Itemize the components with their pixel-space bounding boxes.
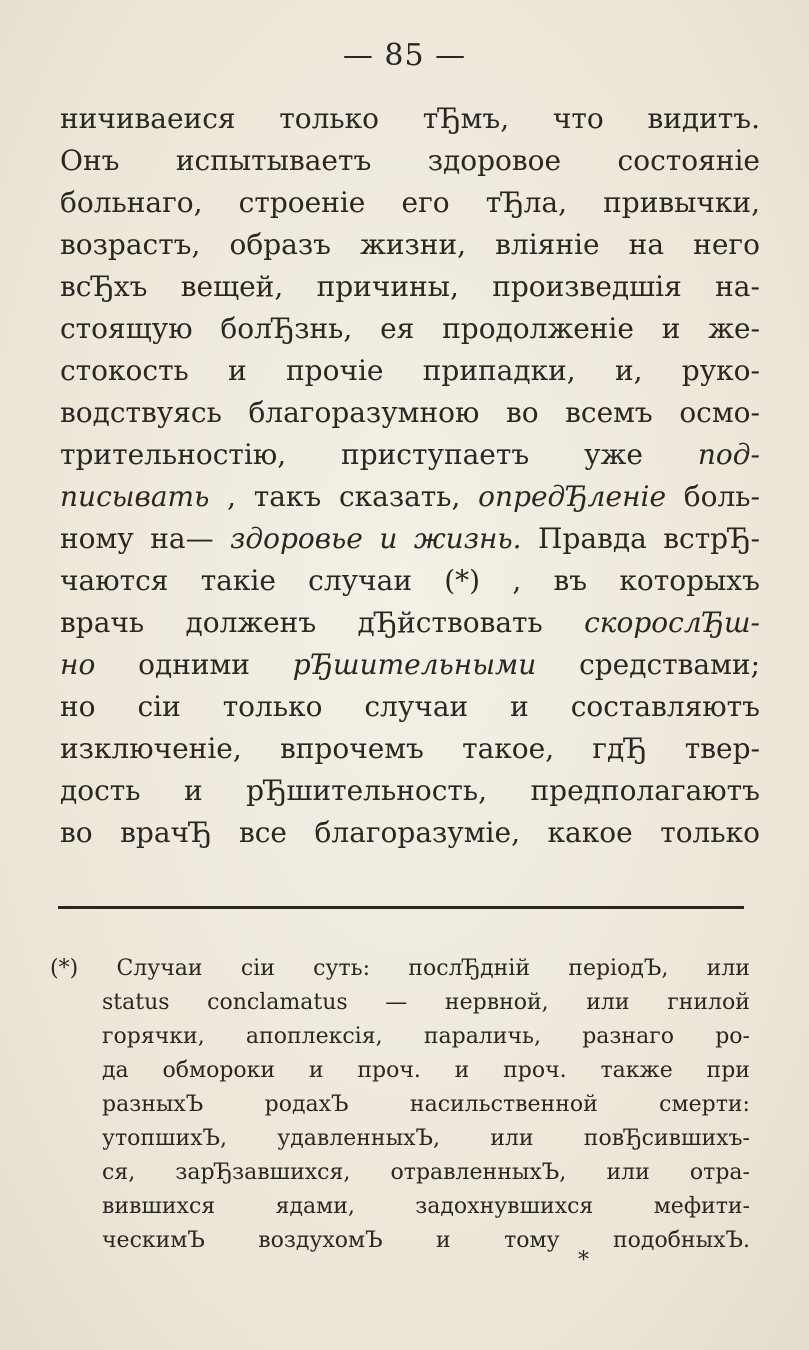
word: въ [553, 564, 588, 597]
word: болЂзнь, [220, 312, 353, 345]
word: во [60, 816, 93, 849]
word: трительностiю, [60, 438, 287, 471]
word: рЂшительность, [246, 774, 488, 807]
footnote [50, 952, 750, 1258]
word: же- [708, 312, 760, 345]
word: осмо- [679, 396, 760, 429]
word: обмороки [162, 1058, 276, 1083]
word: строенiе [238, 186, 366, 219]
word: при [706, 1058, 750, 1083]
footnote-line [50, 952, 750, 986]
word: — [385, 990, 408, 1015]
word: под- [697, 438, 760, 471]
word: всЂхъ [60, 270, 148, 303]
word: но [60, 690, 96, 723]
word: но [60, 648, 96, 681]
word: здоровье [230, 522, 363, 555]
word: всемъ [565, 396, 653, 429]
word: и, [614, 354, 643, 387]
word: благоразумiе, [314, 816, 520, 849]
footnote-separator [58, 906, 744, 909]
word: Правда [538, 522, 647, 555]
word: и [379, 522, 398, 555]
word: прочiе [286, 354, 384, 387]
word: Онъ [60, 144, 120, 177]
footnote-line [50, 1122, 750, 1156]
word: такъ [253, 480, 322, 513]
word: возрастъ, [60, 228, 201, 261]
word: и [308, 1058, 324, 1083]
text-line [60, 350, 760, 392]
page-number: — 85 — [342, 38, 467, 73]
word: скорослЂш- [584, 606, 760, 639]
text-line [60, 392, 760, 434]
word: боль- [683, 480, 760, 513]
word: уже [584, 438, 643, 471]
footnote-line [50, 1088, 750, 1122]
text-line [60, 560, 760, 602]
word: status [102, 990, 170, 1015]
word: и [183, 774, 203, 807]
text-line [60, 602, 760, 644]
word: что [552, 102, 604, 135]
word: родахЪ [264, 1092, 349, 1117]
word: вившихся [102, 1194, 216, 1219]
word: жизни, [360, 228, 467, 261]
word: составляютъ [570, 690, 760, 723]
text-line [60, 686, 760, 728]
word: разнаго [582, 1024, 674, 1049]
word: насильственной [409, 1092, 598, 1117]
word: чаются [60, 564, 169, 597]
footnote-line [50, 1054, 750, 1088]
word: (*) [444, 564, 481, 597]
word: только [279, 102, 380, 135]
word: на [628, 228, 665, 261]
main-text [60, 98, 760, 854]
word: которыхъ [619, 564, 760, 597]
word: привычки, [603, 186, 760, 219]
word: задохнувшихся [415, 1194, 594, 1219]
word: больнаго, [60, 186, 203, 219]
word: и [228, 354, 247, 387]
footnote-line [50, 1020, 750, 1054]
word: стокость [60, 354, 189, 387]
word: его [401, 186, 450, 219]
word: да [102, 1058, 129, 1083]
word: , [512, 564, 522, 597]
word: только [222, 690, 323, 723]
word: врачь [60, 606, 145, 639]
word: ся, [102, 1160, 136, 1185]
word: здоровое [427, 144, 562, 177]
footnote-line [50, 1224, 750, 1258]
word: продолженiе [442, 312, 634, 345]
word: тЂла, [485, 186, 567, 219]
word: суть: [313, 956, 370, 981]
word: на— [150, 522, 214, 555]
word: него [693, 228, 760, 261]
word: ея [380, 312, 415, 345]
word: и [661, 312, 681, 345]
word: смерти: [659, 1092, 750, 1117]
word: отравленныхЪ, [390, 1160, 567, 1185]
word: состоянiе [617, 144, 760, 177]
word: влiянiе [495, 228, 600, 261]
word: образъ [229, 228, 331, 261]
word: или [586, 990, 630, 1015]
word: проч. [503, 1058, 567, 1083]
word: долженъ [185, 606, 317, 639]
word: перiодЪ, [568, 956, 669, 981]
word: или [606, 1160, 650, 1185]
word: мефити- [653, 1194, 750, 1219]
word: водствуясь [60, 396, 222, 429]
word: Случаи [116, 956, 203, 981]
word: руко- [681, 354, 760, 387]
word: встрЂ- [663, 522, 760, 555]
word: писывать [60, 480, 210, 513]
text-line [60, 434, 760, 476]
word: ческимЪ [102, 1228, 205, 1253]
text-line [60, 140, 760, 182]
word: разныхЪ [102, 1092, 204, 1117]
word: удавленныхЪ, [277, 1126, 440, 1151]
word: стоящую [60, 312, 193, 345]
word: тому [504, 1228, 560, 1253]
text-line [60, 728, 760, 770]
word: и [436, 1228, 451, 1253]
text-line [60, 644, 760, 686]
word: ядами, [275, 1194, 355, 1219]
word: , [227, 480, 236, 513]
word: и [510, 690, 529, 723]
word: жизнь. [413, 522, 522, 555]
word: повЂсившихъ- [583, 1126, 750, 1151]
word: сказать, [338, 480, 461, 513]
word: гнилой [667, 990, 750, 1015]
word: ному [60, 522, 134, 555]
word: подобныхЪ. [612, 1228, 750, 1253]
footnote-line [50, 986, 750, 1020]
word: гдЂ [592, 732, 647, 765]
word: предполагаютъ [530, 774, 760, 807]
word: воздухомЪ [258, 1228, 383, 1253]
text-line [60, 266, 760, 308]
text-line [60, 770, 760, 812]
text-line [60, 308, 760, 350]
word: приступаетъ [341, 438, 530, 471]
word: какое [547, 816, 633, 849]
word: (*) [50, 956, 79, 981]
word: испытываетъ [175, 144, 372, 177]
word: вещей, [180, 270, 284, 303]
word: дЂйствовать [357, 606, 543, 639]
word: проч. [357, 1058, 421, 1083]
word: видитъ. [647, 102, 760, 135]
word: нервной, [444, 990, 549, 1015]
word: одними [138, 648, 250, 681]
word: также [600, 1058, 673, 1083]
word: только [660, 816, 760, 849]
word: врачЂ [120, 816, 212, 849]
word: ничиваеися [60, 102, 236, 135]
word: ро- [715, 1024, 750, 1049]
word: зарЂзавшихся, [175, 1160, 351, 1185]
word: средствами; [579, 648, 760, 681]
word: апоплексiя, [245, 1024, 383, 1049]
text-line [60, 224, 760, 266]
word: дость [60, 774, 141, 807]
word: причины, [316, 270, 459, 303]
footnote-line [50, 1190, 750, 1224]
word: такiе [200, 564, 276, 597]
text-line [60, 182, 760, 224]
word: или [490, 1126, 534, 1151]
word: послЂднiй [408, 956, 530, 981]
word: припадки, [422, 354, 576, 387]
word: все [238, 816, 287, 849]
footnote-line [50, 1156, 750, 1190]
word: твер- [684, 732, 760, 765]
word: сiи [240, 956, 275, 981]
word: рЂшительными [292, 648, 537, 681]
word: тЂмъ, [422, 102, 510, 135]
word: во [505, 396, 539, 429]
word: на- [715, 270, 760, 303]
signature-mark: * [578, 1248, 589, 1273]
word: conclamatus [207, 990, 348, 1015]
word: изключенiе, [60, 732, 242, 765]
text-line [60, 98, 760, 140]
word: горячки, [102, 1024, 205, 1049]
word: утопшихЪ, [102, 1126, 228, 1151]
word: случаи [364, 690, 469, 723]
word: отра- [689, 1160, 750, 1185]
word: опредЂленiе [478, 480, 667, 513]
word: случаи [308, 564, 412, 597]
text-line [60, 518, 760, 560]
text-line [60, 812, 760, 854]
word: и [454, 1058, 470, 1083]
word: или [706, 956, 750, 981]
word: впрочемъ [279, 732, 424, 765]
word: сiи [137, 690, 181, 723]
word: благоразумною [248, 396, 480, 429]
word: произведшiя [492, 270, 682, 303]
text-line [60, 476, 760, 518]
word: параличь, [423, 1024, 541, 1049]
word: такое, [462, 732, 555, 765]
